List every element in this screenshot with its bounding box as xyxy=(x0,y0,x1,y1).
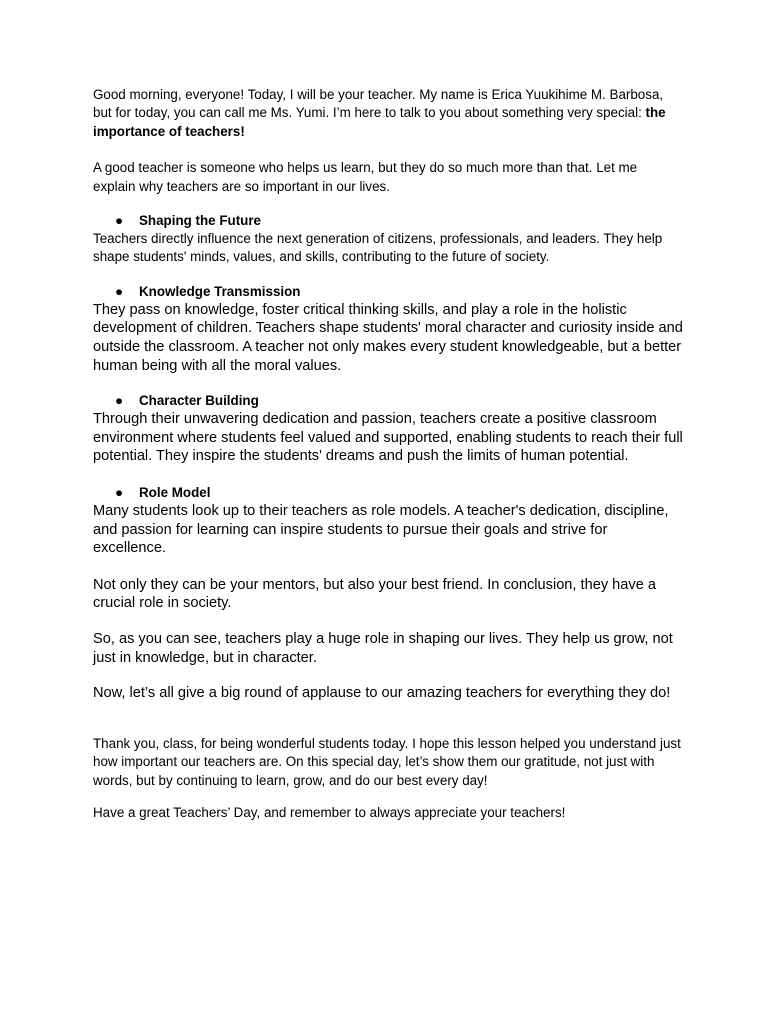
document-body xyxy=(93,86,683,822)
bullet-icon: ● xyxy=(115,283,124,299)
bullet-heading-shaping-future xyxy=(93,212,683,230)
mentors-paragraph: Not only they can be your mentors, but also your best friend. In conclusion, they have a crucial role in society. xyxy=(93,576,656,612)
section-body-role-model: Many students look up to their teachers as role models. A teacher's dedication, discipline, and passion for learning can inspire students to pursue their goals and strive for excellence. xyxy=(93,503,669,557)
section-heading: Character Building xyxy=(139,393,259,409)
intro-text: Good morning, everyone! Today, I will be your teacher. My name is Erica Yuukihime M. Barbosa, but for today, you can call me Ms. Yumi. I’m here to talk to you about something very special: xyxy=(93,87,664,121)
bullet-heading-knowledge-transmission xyxy=(93,283,683,301)
bullet-icon: ● xyxy=(115,393,124,409)
section-body-shaping-future: Teachers directly influence the next generation of citizens, professionals, and leaders. They help shape students' minds, values, and skills, contributing to the future of society. xyxy=(93,231,663,265)
intro-emphasis: the importance of teachers! xyxy=(93,105,666,139)
intro-paragraph xyxy=(93,86,683,141)
section-heading: Knowledge Transmission xyxy=(139,283,301,299)
bullet-icon: ● xyxy=(115,485,124,500)
section-body-knowledge-transmission: They pass on knowledge, foster critical thinking skills, and play a role in the holistic development of children. Teachers shape students' moral character and curiosity inside and outside the classroom. A teacher not only makes every student knowledgeable, but a better human being with all the moral values. xyxy=(93,301,683,374)
bullet-heading-role-model xyxy=(93,484,683,502)
bullet-heading-character-building xyxy=(93,392,683,410)
summary-paragraph: So, as you can see, teachers play a huge role in shaping our lives. They help us grow, not just in knowledge, but in character. xyxy=(93,630,673,666)
section-body-character-building: Through their unwavering dedication and passion, teachers create a positive classroom environment where students feel valued and supported, enabling students to reach their full potential. They inspire the students' dreams and push the limits of human potential. xyxy=(93,411,683,465)
thanks-paragraph: Thank you, class, for being wonderful students today. I hope this lesson helped you understand just how important our teachers are. On this special day, let’s show them our gratitude, not just with words, but by continuing to learn, grow, and do our best every day! xyxy=(93,735,681,788)
section-heading: Role Model xyxy=(139,485,211,500)
explain-paragraph: A good teacher is someone who helps us learn, but they do so much more than that. Let me explain why teachers are so important in our lives. xyxy=(93,160,638,194)
closing-paragraph: Have a great Teachers’ Day, and remember to always appreciate your teachers! xyxy=(93,804,566,820)
section-heading: Shaping the Future xyxy=(139,213,261,229)
bullet-icon: ● xyxy=(115,213,124,229)
applause-paragraph: Now, let’s all give a big round of applause to our amazing teachers for everything they do! xyxy=(93,685,671,702)
